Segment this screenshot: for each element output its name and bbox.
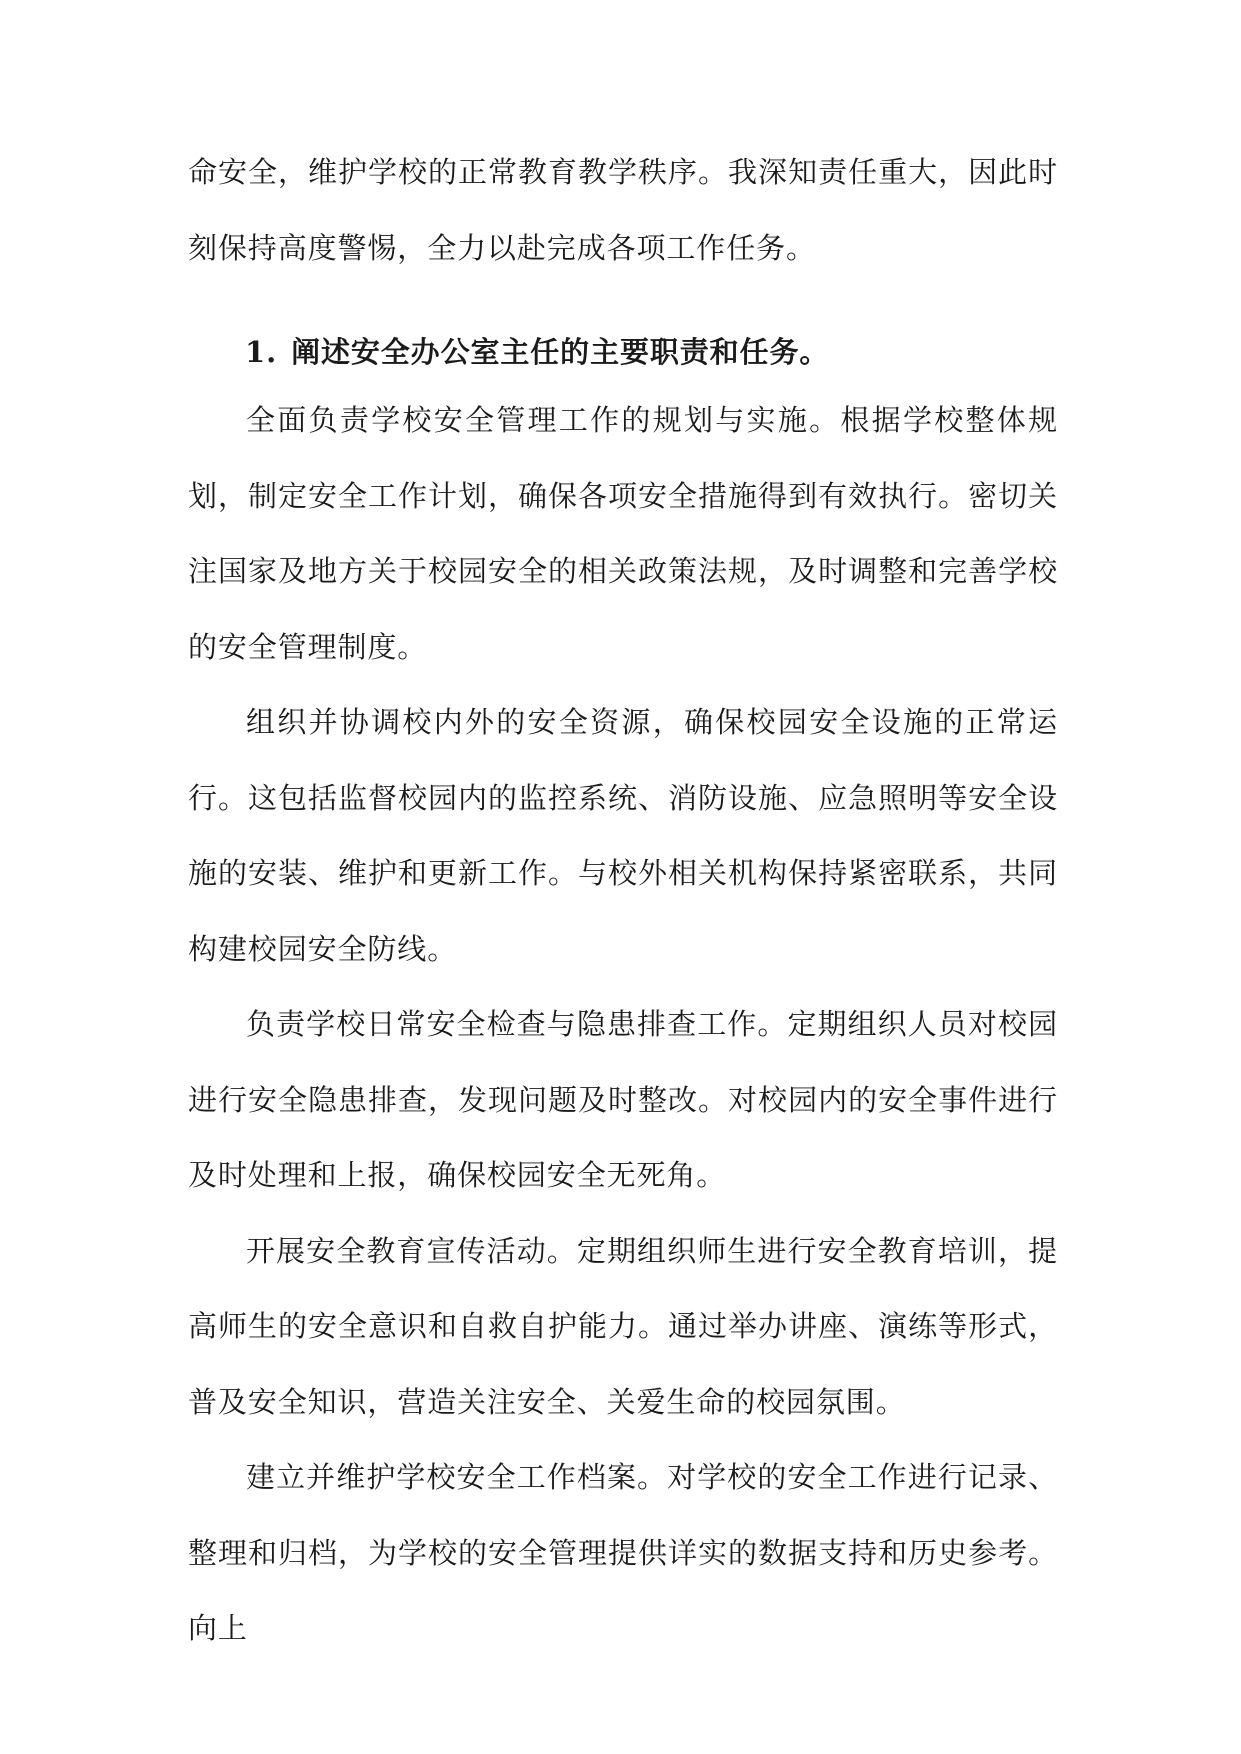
section-heading [245,327,829,377]
body-paragraph: 负责学校日常安全检查与隐患排查工作。定期组织人员对校园进行安全隐患排查，发现问题及时整改。对校园内的安全事件进行及时处理和上报，确保校园安全无死角。 [188,1007,1058,1192]
body-paragraph: 组织并协调校内外的安全资源，确保校园安全设施的正常运行。这包括监督校园内的监控系统、消防设施、应急照明等安全设施的安装、维护和更新工作。与校外相关机构保持紧密联系，共同构建校园安全防线。 [188,705,1058,966]
section-number: 1. [245,335,278,369]
body-paragraph: 全面负责学校安全管理工作的规划与实施。根据学校整体规划，制定安全工作计划，确保各项安全措施得到有效执行。密切关注国家及地方关于校园安全的相关政策法规，及时调整和完善学校的安全管理制度。 [188,403,1058,664]
body-paragraph: 开展安全教育宣传活动。定期组织师生进行安全教育培训，提高师生的安全意识和自救自护能力。通过举办讲座、演练等形式，普及安全知识，营造关注安全、关爱生命的校园氛围。 [188,1233,1058,1419]
body-paragraph: 建立并维护学校安全工作档案。对学校的安全工作进行记录、整理和归档，为学校的安全管理提供详实的数据支持和历史参考。向上 [188,1460,1058,1645]
intro-block [188,135,1058,286]
section-title: 阐述安全办公室主任的主要职责和任务。 [291,335,830,369]
intro-paragraph: 命安全，维护学校的正常教育教学秩序。我深知责任重大，因此时刻保持高度警惕，全力以赴完成各项工作任务。 [188,155,1058,265]
body-block [188,383,1058,1667]
